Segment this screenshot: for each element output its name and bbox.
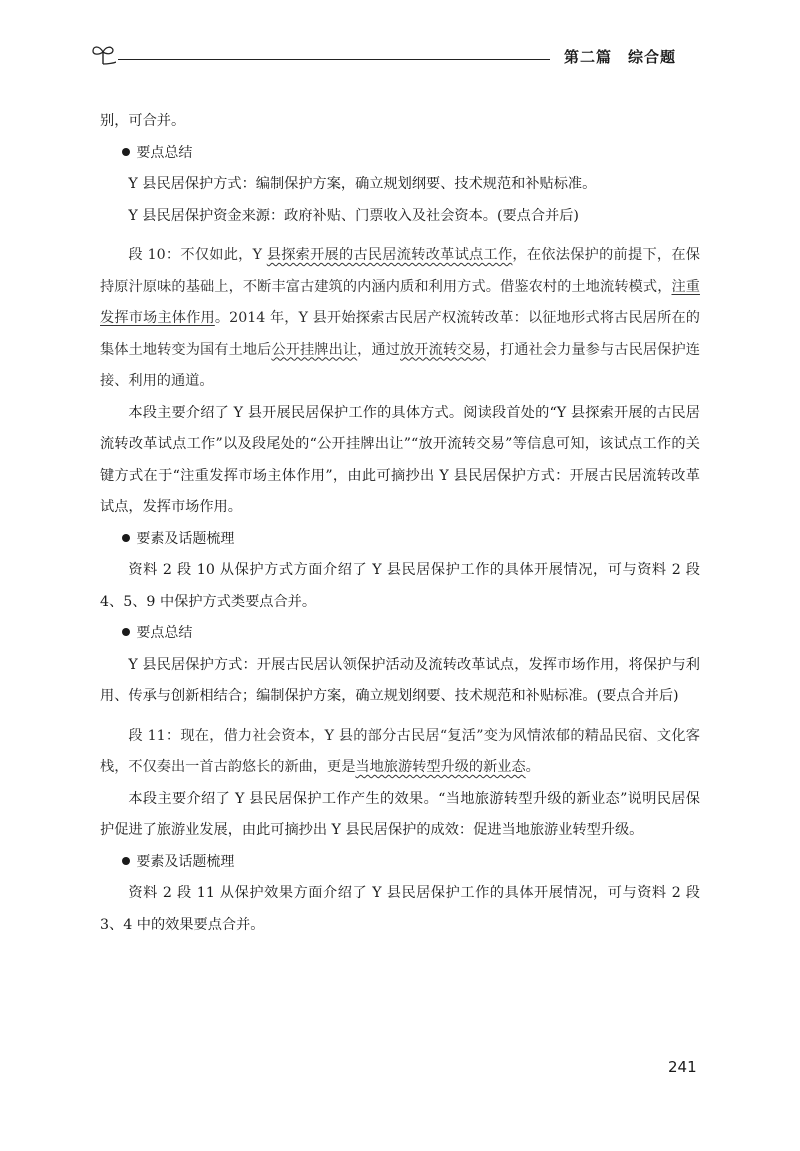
bullet-icon (122, 857, 130, 865)
body-paragraph: 本段主要介绍了 Y 县开展民居保护工作的具体方式。阅读段首处的“Y 县探索开展的古民居流转改革试点工作”以及段尾处的“公开挂牌出让”“放开流转交易”等信息可知，该试点工作的关键方式在于“注重发挥市场主体作用”，由此可摘抄出 Y 县民居保护方式：开展古民居流转改革试点，发挥市场作用。 (100, 404, 700, 515)
chapter-title: 第二篇 综合题 (564, 48, 677, 66)
heading-text: 要素及话题梳理 (136, 530, 235, 547)
header-rule (118, 59, 550, 60)
section-heading (100, 618, 700, 650)
underlined-phrase: 县探索开展的古民居流转改革试点工作 (266, 247, 513, 263)
body-paragraph: Y 县民居保护资金来源：政府补贴、门票收入及社会资本。(要点合并后) (128, 207, 579, 224)
page-number: 241 (668, 1058, 697, 1076)
source-text: ，通过 (357, 341, 401, 358)
bullet-icon (122, 534, 130, 542)
bullet-icon (122, 628, 130, 636)
sprout-icon (90, 42, 116, 66)
body-paragraph: 别，可合并。 (100, 113, 186, 129)
bullet-icon (122, 148, 130, 156)
source-text: 。 (525, 759, 540, 775)
heading-text: 要点总结 (136, 625, 193, 641)
underlined-phrase: 公开挂牌出让 (271, 341, 358, 358)
source-text: ，在依法保护的前提下，在保持原汁原味的基础上，不断丰富古建筑的内涵内质和利用方式。借鉴农村的土地流转模式， (100, 247, 700, 295)
source-paragraph (100, 240, 700, 398)
underlined-phrase: 放开流转交易 (400, 341, 486, 358)
section-heading (100, 524, 700, 556)
heading-text: 要素及话题梳理 (136, 853, 235, 870)
underlined-phrase: 当地旅游转型升级的新业态 (355, 759, 526, 775)
section-heading (100, 138, 700, 170)
body-paragraph: Y 县民居保护方式：开展古民居认领保护活动及流转改革试点，发挥市场作用，将保护与利用、传承与创新相结合；编制保护方案，确立规划纲要、技术规范和补贴标准。(要点合并后) (100, 656, 700, 704)
page-body (100, 106, 700, 941)
body-paragraph: 资料 2 段 11 从保护效果方面介绍了 Y 县民居保护工作的具体开展情况，可与资料 2 段 3、4 中的效果要点合并。 (100, 885, 700, 933)
source-text: 段 10：不仅如此，Y (128, 247, 267, 263)
source-text: 段 11：现在，借力社会资本，Y 县的部分古民居“复活”变为风情浓郁的精品民宿、文化客栈，不仅奏出一首古韵悠长的新曲，更是 (100, 727, 700, 775)
underlined-phrase: 注重发挥市场主体作用 (100, 278, 700, 326)
page-header (90, 40, 710, 70)
section-heading (100, 847, 700, 879)
body-paragraph: Y 县民居保护方式：编制保护方案，确立规划纲要、技术规范和补贴标准。 (128, 176, 597, 192)
heading-text: 要点总结 (136, 144, 193, 161)
source-paragraph (100, 721, 700, 784)
body-paragraph: 本段主要介绍了 Y 县民居保护工作产生的效果。“当地旅游转型升级的新业态”说明民居保护促进了旅游业发展，由此可摘抄出 Y 县民居保护的成效：促进当地旅游业转型升级。 (100, 790, 700, 838)
source-text: ，打通社会力量参与古民居保护连接、利用的通道。 (100, 341, 700, 389)
body-paragraph: 资料 2 段 10 从保护方式方面介绍了 Y 县民居保护工作的具体开展情况，可与资料 2 段 4、5、9 中保护方式类要点合并。 (100, 562, 700, 610)
source-text: 。2014 年，Y 县开始探索古民居产权流转改革：以征地形式将古民居所在的集体土地转变为国有土地后 (100, 310, 700, 358)
